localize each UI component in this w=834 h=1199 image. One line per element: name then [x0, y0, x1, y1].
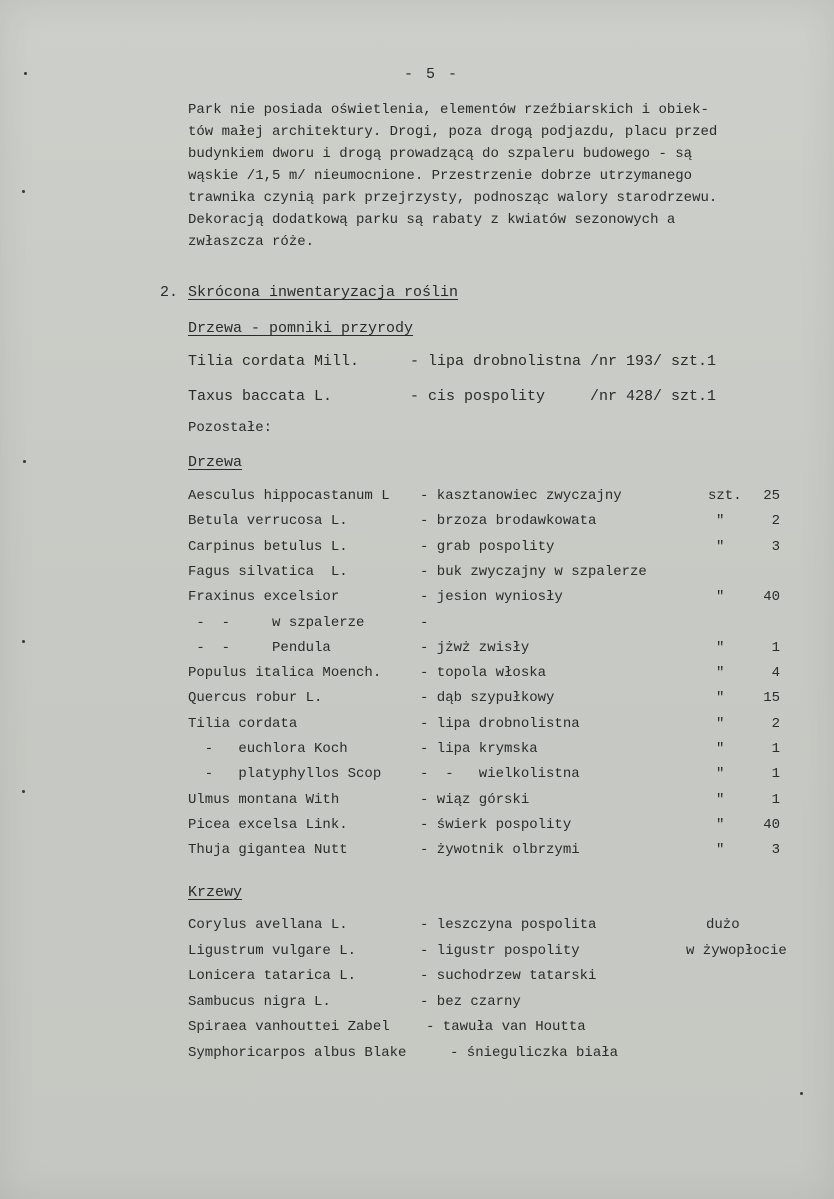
scan-speck — [24, 72, 27, 75]
trees-heading: Drzewa — [188, 454, 243, 471]
tree-row — [188, 539, 798, 561]
latin-name: Betula verrucosa L. — [188, 513, 348, 529]
count-value: 1 — [771, 792, 780, 808]
tree-row — [188, 741, 798, 763]
polish-name: - jesion wyniosły — [420, 589, 563, 605]
count-value: 15 — [763, 690, 780, 706]
latin-name: Taxus baccata L. — [188, 388, 333, 405]
polish-name: - żywotnik olbrzymi — [420, 842, 580, 858]
latin-name: Tilia cordata — [188, 716, 298, 732]
polish-name: - świerk pospolity — [420, 817, 572, 833]
polish-name: - śnieguliczka biała — [450, 1045, 619, 1061]
latin-name: Spiraea vanhouttei Zabel — [188, 1019, 390, 1035]
intro-paragraph — [188, 99, 828, 253]
count-value: 1 — [771, 766, 780, 782]
intro-line: Dekoracją dodatkową parku są rabaty z kwiatów sezonowych a — [188, 212, 676, 228]
scan-speck — [800, 1092, 803, 1095]
shrubs-heading: Krzewy — [188, 884, 243, 901]
shrub-row — [188, 917, 828, 939]
tree-row — [188, 564, 798, 586]
unit-mark: szt. — [708, 488, 742, 504]
polish-name: - lipa drobnolistna /nr 193/ szt.1 — [410, 353, 717, 370]
section-heading — [160, 284, 458, 301]
latin-name: Corylus avellana L. — [188, 917, 348, 933]
tree-row — [188, 766, 798, 788]
intro-line: trawnika czynią park przejrzysty, podnosząc walory starodrzewu. — [188, 190, 718, 206]
latin-name: Picea excelsa Link. — [188, 817, 348, 833]
latin-name: Fraxinus excelsior — [188, 589, 340, 605]
polish-name: - bez czarny — [420, 994, 521, 1010]
latin-name: Quercus robur L. — [188, 690, 323, 706]
section-title: Skrócona inwentaryzacja roślin — [188, 284, 459, 301]
scan-speck — [23, 460, 26, 463]
latin-name: - - Pendula — [188, 640, 331, 656]
latin-name: Ulmus montana With — [188, 792, 340, 808]
shrub-row — [188, 1019, 828, 1041]
polish-name: - kasztanowiec zwyczajny — [420, 488, 622, 504]
polish-name: - cis pospolity /nr 428/ szt.1 — [410, 388, 717, 405]
scan-speck — [22, 640, 25, 643]
tree-row — [188, 792, 798, 814]
latin-name: Carpinus betulus L. — [188, 539, 348, 555]
unit-mark: " — [716, 640, 725, 656]
scan-speck — [22, 790, 25, 793]
unit-mark: " — [716, 690, 725, 706]
count-value: 40 — [763, 589, 780, 605]
count-value: 4 — [771, 665, 780, 681]
latin-name: Sambucus nigra L. — [188, 994, 331, 1010]
tree-row — [188, 716, 798, 738]
count-value: 25 — [763, 488, 780, 504]
latin-name: Lonicera tatarica L. — [188, 968, 357, 984]
polish-name: - leszczyna pospolita — [420, 917, 597, 933]
tree-row — [188, 513, 798, 535]
shrub-row — [188, 943, 828, 965]
count-value: 1 — [771, 640, 780, 656]
count-value: 2 — [771, 513, 780, 529]
count-value: 2 — [771, 716, 780, 732]
polish-name: - buk zwyczajny w szpalerze — [420, 564, 647, 580]
tree-row — [188, 817, 798, 839]
latin-name: Fagus silvatica L. — [188, 564, 348, 580]
shrub-row — [188, 1045, 828, 1067]
note-text: dużo — [706, 917, 740, 933]
section-number: 2. — [160, 284, 179, 301]
polish-name: - ligustr pospolity — [420, 943, 580, 959]
latin-name: Ligustrum vulgare L. — [188, 943, 357, 959]
intro-line: Park nie posiada oświetlenia, elementów rzeźbiarskich i obiek- — [188, 102, 709, 118]
polish-name: - tawuła van Houtta — [426, 1019, 586, 1035]
tree-row — [188, 842, 798, 864]
unit-mark: " — [716, 792, 725, 808]
unit-mark: " — [716, 817, 725, 833]
polish-name: - wiąz górski — [420, 792, 530, 808]
latin-name: - euchlora Koch — [188, 741, 348, 757]
tree-row — [188, 615, 798, 637]
latin-name: Aesculus hippocastanum L — [188, 488, 390, 504]
latin-name: Populus italica Moench. — [188, 665, 382, 681]
latin-name: - - w szpalerze — [188, 615, 365, 631]
count-value: 3 — [771, 842, 780, 858]
polish-name: - - wielkolistna — [420, 766, 580, 782]
unit-mark: " — [716, 842, 725, 858]
monument-row — [188, 388, 788, 410]
tree-row — [188, 690, 798, 712]
latin-name: Tilia cordata Mill. — [188, 353, 360, 370]
shrub-row — [188, 968, 828, 990]
polish-name: - topola włoska — [420, 665, 547, 681]
latin-name: Symphoricarpos albus Blake — [188, 1045, 407, 1061]
unit-mark: " — [716, 513, 725, 529]
unit-mark: " — [716, 589, 725, 605]
intro-line: wąskie /1,5 m/ nieumocnione. Przestrzenie dobrze utrzymanego — [188, 168, 693, 184]
page-number: - 5 - — [404, 66, 460, 83]
tree-row — [188, 488, 798, 510]
intro-line: tów małej architektury. Drogi, poza drogą podjazdu, placu przed — [188, 124, 718, 140]
unit-mark: " — [716, 766, 725, 782]
unit-mark: " — [716, 741, 725, 757]
polish-name: - lipa krymska — [420, 741, 538, 757]
shrub-row — [188, 994, 828, 1016]
unit-mark: " — [716, 716, 725, 732]
count-value: 1 — [771, 741, 780, 757]
polish-name: - dąb szypułkowy — [420, 690, 555, 706]
polish-name: - — [420, 615, 429, 631]
monument-row — [188, 353, 788, 375]
intro-line: zwłaszcza róże. — [188, 234, 315, 250]
polish-name: - lipa drobnolistna — [420, 716, 580, 732]
others-label: Pozostałe: — [188, 420, 273, 436]
tree-row — [188, 665, 798, 687]
count-value: 3 — [771, 539, 780, 555]
polish-name: - brzoza brodawkowata — [420, 513, 597, 529]
scan-speck — [22, 190, 25, 193]
polish-name: - jżwż zwisły — [420, 640, 530, 656]
polish-name: - suchodrzew tatarski — [420, 968, 597, 984]
polish-name: - grab pospolity — [420, 539, 555, 555]
monuments-heading: Drzewa - pomniki przyrody — [188, 320, 414, 337]
latin-name: Thuja gigantea Nutt — [188, 842, 348, 858]
tree-row — [188, 589, 798, 611]
count-value: 40 — [763, 817, 780, 833]
unit-mark: " — [716, 539, 725, 555]
unit-mark: " — [716, 665, 725, 681]
latin-name: - platyphyllos Scop — [188, 766, 382, 782]
note-text: w żywopłocie — [686, 943, 787, 959]
tree-row — [188, 640, 798, 662]
intro-line: budynkiem dworu i drogą prowadzącą do szpaleru budowego - są — [188, 146, 693, 162]
